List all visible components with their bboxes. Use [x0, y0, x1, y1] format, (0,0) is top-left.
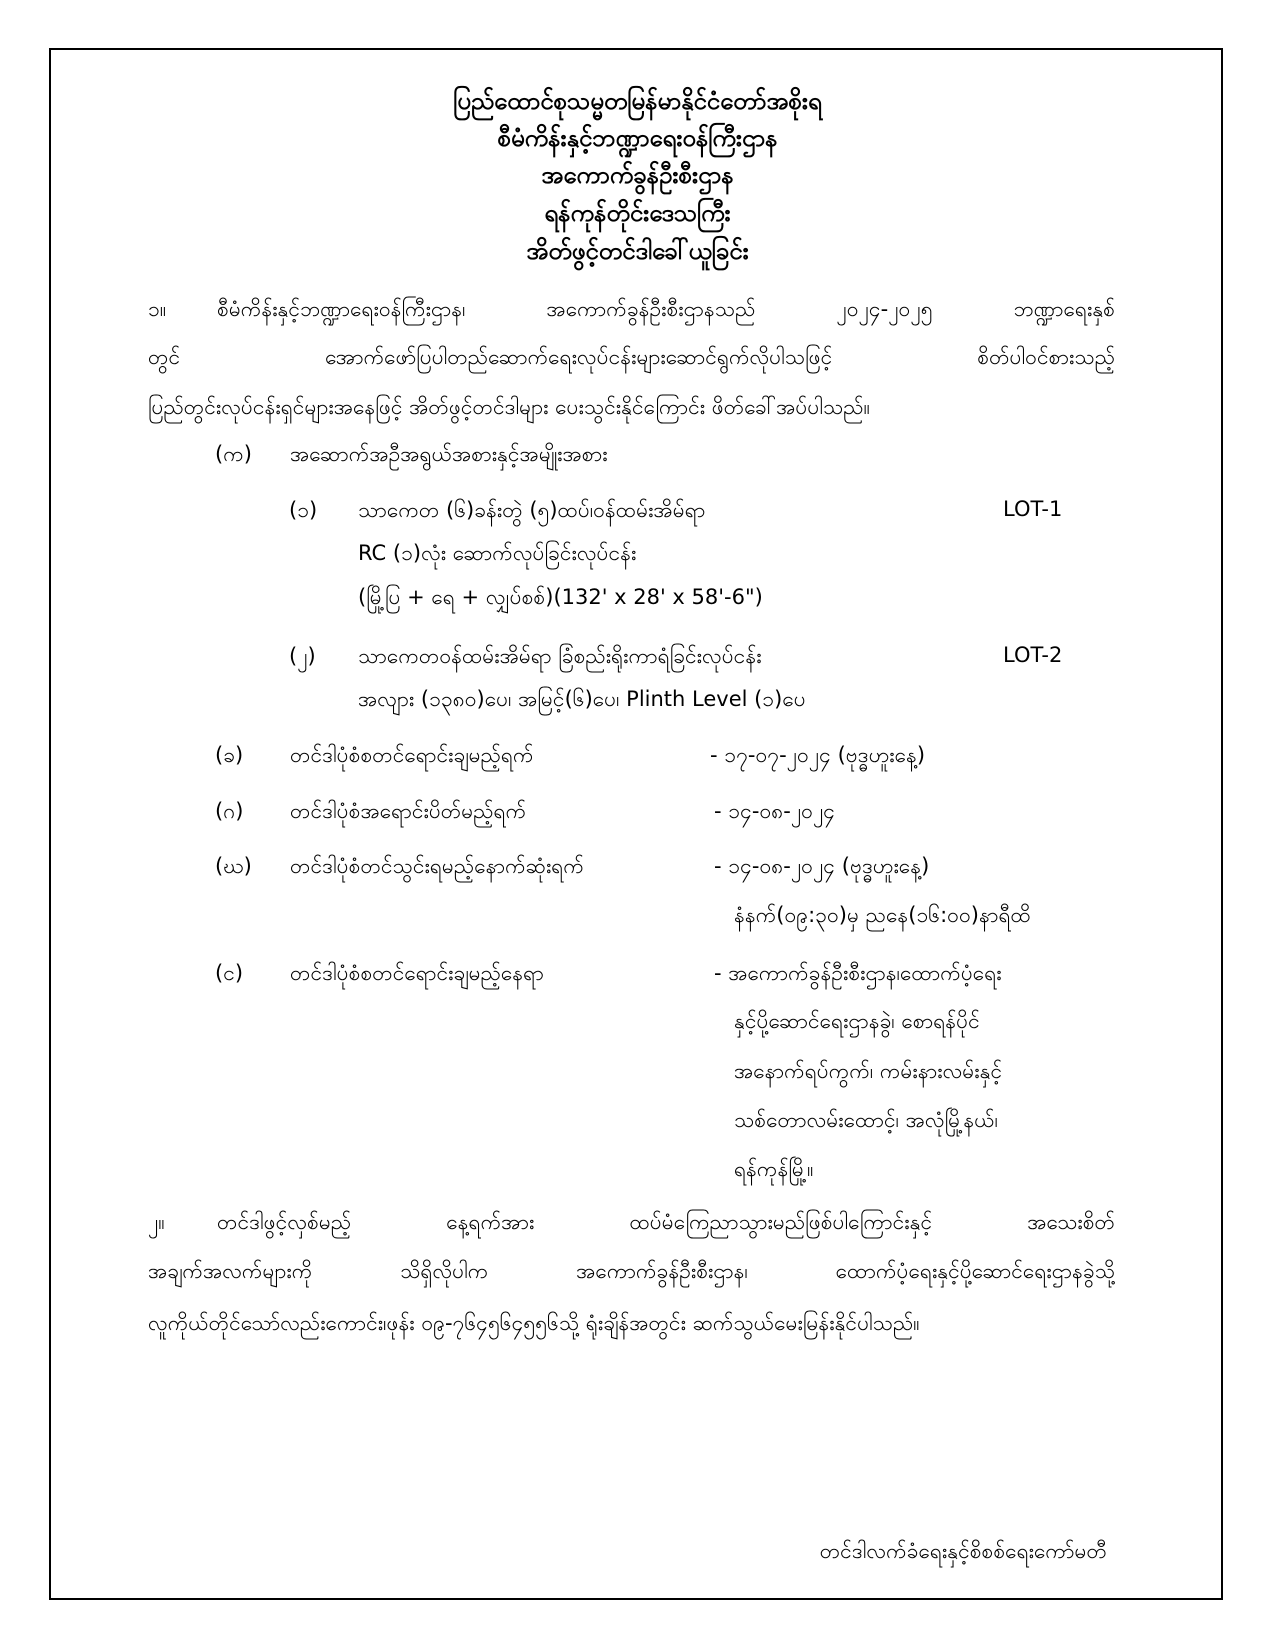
para1-number: ၁။ — [148, 297, 167, 321]
header-tender-title: အိတ်ဖွင့်တင်ဒါခေါ်ယူခြင်း — [526, 237, 749, 265]
item-nga-label: (င) — [215, 961, 244, 985]
item-ga-label: (ဂ) — [215, 799, 244, 823]
item-gha-label: (ဃ) — [215, 854, 252, 878]
sub2-lot: LOT-2 — [1003, 643, 1063, 667]
para2-line2: အချက်အလက်များကို သိရှိလိုပါက အကောက်ခွန်ဦးစီးဌာန၊ ထောက်ပံ့ရေးနှင့်ပို့ဆောင်ရေးဌာနခွဲသို့ — [148, 1259, 1115, 1283]
item-nga-value1: - အကောက်ခွန်ဦးစီးဌာန၊ထောက်ပံ့ရေး — [714, 961, 1002, 985]
item-nga-value2: နှင့်ပို့ဆောင်ရေးဌာနခွဲ၊ စောရန်ပိုင် — [734, 1009, 980, 1033]
header-ministry: စီမံကိန်းနှင့်ဘဏ္ဍာရေးဝန်ကြီးဌာန — [497, 124, 778, 152]
sub1-line3: (မြို့ပြ + ရေ + လျှပ်စစ်)(132' x 28' x 58'-6") — [358, 585, 763, 609]
para1-line3: ပြည်တွင်းလုပ်ငန်းရှင်များအနေဖြင့် အိတ်ဖွင့်တင်ဒါများ ပေးသွင်းနိုင်ကြောင်း ဖိတ်ခေါ်အပ်ပါသည်။ — [148, 395, 870, 419]
sub1-lot: LOT-1 — [1003, 497, 1063, 521]
item-kha-value: - ၁၇-၀၇-၂၀၂၄ (ဗုဒ္ဓဟူးနေ့) — [710, 743, 926, 767]
item-nga-text: တင်ဒါပုံစံစတင်ရောင်းချမည့်နေရာ — [290, 961, 544, 985]
item-nga-value5: ရန်ကုန်မြို့။ — [734, 1157, 814, 1181]
sub1-line2: RC (၁)လုံး ဆောက်လုပ်ခြင်းလုပ်ငန်း — [358, 541, 637, 565]
para2-line3: လူကိုယ်တိုင်သော်လည်းကောင်း၊ဖုန်း ၀၉-၇၆၄၅၆၄၅၅၆သို့ ရုံးချိန်အတွင်း ဆက်သွယ်မေးမြန်းနိုင်ပါသည်။ — [148, 1311, 920, 1335]
item-kha-text: တင်ဒါပုံစံစတင်ရောင်းချမည့်ရက် — [290, 743, 534, 767]
item-ga-text: တင်ဒါပုံစံအရောင်းပိတ်မည့်ရက် — [290, 799, 527, 823]
header-region: ရန်ကုန်တိုင်းဒေသကြီး — [544, 199, 731, 227]
committee-signature: တင်ဒါလက်ခံရေးနှင့်စိစစ်ရေးကော်မတီ — [819, 1539, 1107, 1563]
sub2-line2: အလျား (၁၃၈၀)ပေ၊ အမြင့်(၆)ပေ၊ Plinth Level (၁)ပေ — [358, 687, 806, 711]
para2-number: ၂။ — [148, 1210, 165, 1234]
item-ka-label: (က) — [215, 442, 252, 466]
item-ka-text: အဆောက်အဦအရွယ်အစားနှင့်အမျိုးအစား — [290, 442, 608, 466]
item-gha-value1: - ၁၄-၀၈-၂၀၂၄ (ဗုဒ္ဓဟူးနေ့) — [714, 854, 930, 878]
item-ga-value: - ၁၄-၀၈-၂၀၂၄ — [714, 799, 836, 823]
sub2-label: (၂) — [289, 644, 316, 668]
para1-line1: စီမံကိန်းနှင့်ဘဏ္ဍာရေးဝန်ကြီးဌာန၊ အကောက်ခွန်ဦးစီးဌာနသည် ၂၀၂၄-၂၀၂၅ ဘဏ္ဍာရေးနှစ် — [217, 297, 1115, 321]
item-nga-value4: သစ်တောလမ်းထောင့်၊ အလုံမြို့နယ်၊ — [734, 1108, 998, 1132]
para1-line2: တွင် အောက်ဖော်ပြပါတည်ဆောက်ရေးလုပ်ငန်းများဆောင်ရွက်လိုပါသဖြင့် စိတ်ပါဝင်စားသည့် — [148, 345, 1115, 369]
item-kha-label: (ခ) — [215, 743, 244, 767]
sub1-label: (၁) — [289, 498, 318, 522]
item-gha-value2: နံနက်(၀၉:၃၀)မှ ညနေ(၁၆:၀၀)နာရီထိ — [734, 903, 1031, 927]
header-government: ပြည်ထောင်စုသမ္မတမြန်မာနိုင်ငံတော်အစိုးရ — [453, 87, 822, 115]
item-gha-text: တင်ဒါပုံစံတင်သွင်းရမည့်နောက်ဆုံးရက် — [290, 854, 584, 878]
item-nga-value3: အနောက်ရပ်ကွက်၊ ကမ်းနားလမ်းနှင့် — [734, 1059, 1003, 1083]
para2-line1: တင်ဒါဖွင့်လှစ်မည့် နေ့ရက်အား ထပ်မံကြေညာသွားမည်ဖြစ်ပါကြောင်းနှင့် အသေးစိတ် — [217, 1210, 1115, 1234]
sub1-line1: သာကေတ (၆)ခန်းတွဲ (၅)ထပ်၊ဝန်ထမ်းအိမ်ရာ — [358, 498, 706, 522]
header-department: အကောက်ခွန်ဦးစီးဌာန — [541, 161, 734, 189]
sub2-line1: သာကေတဝန်ထမ်းအိမ်ရာ ခြံစည်းရိုးကာရံခြင်းလုပ်ငန်း — [358, 644, 762, 668]
